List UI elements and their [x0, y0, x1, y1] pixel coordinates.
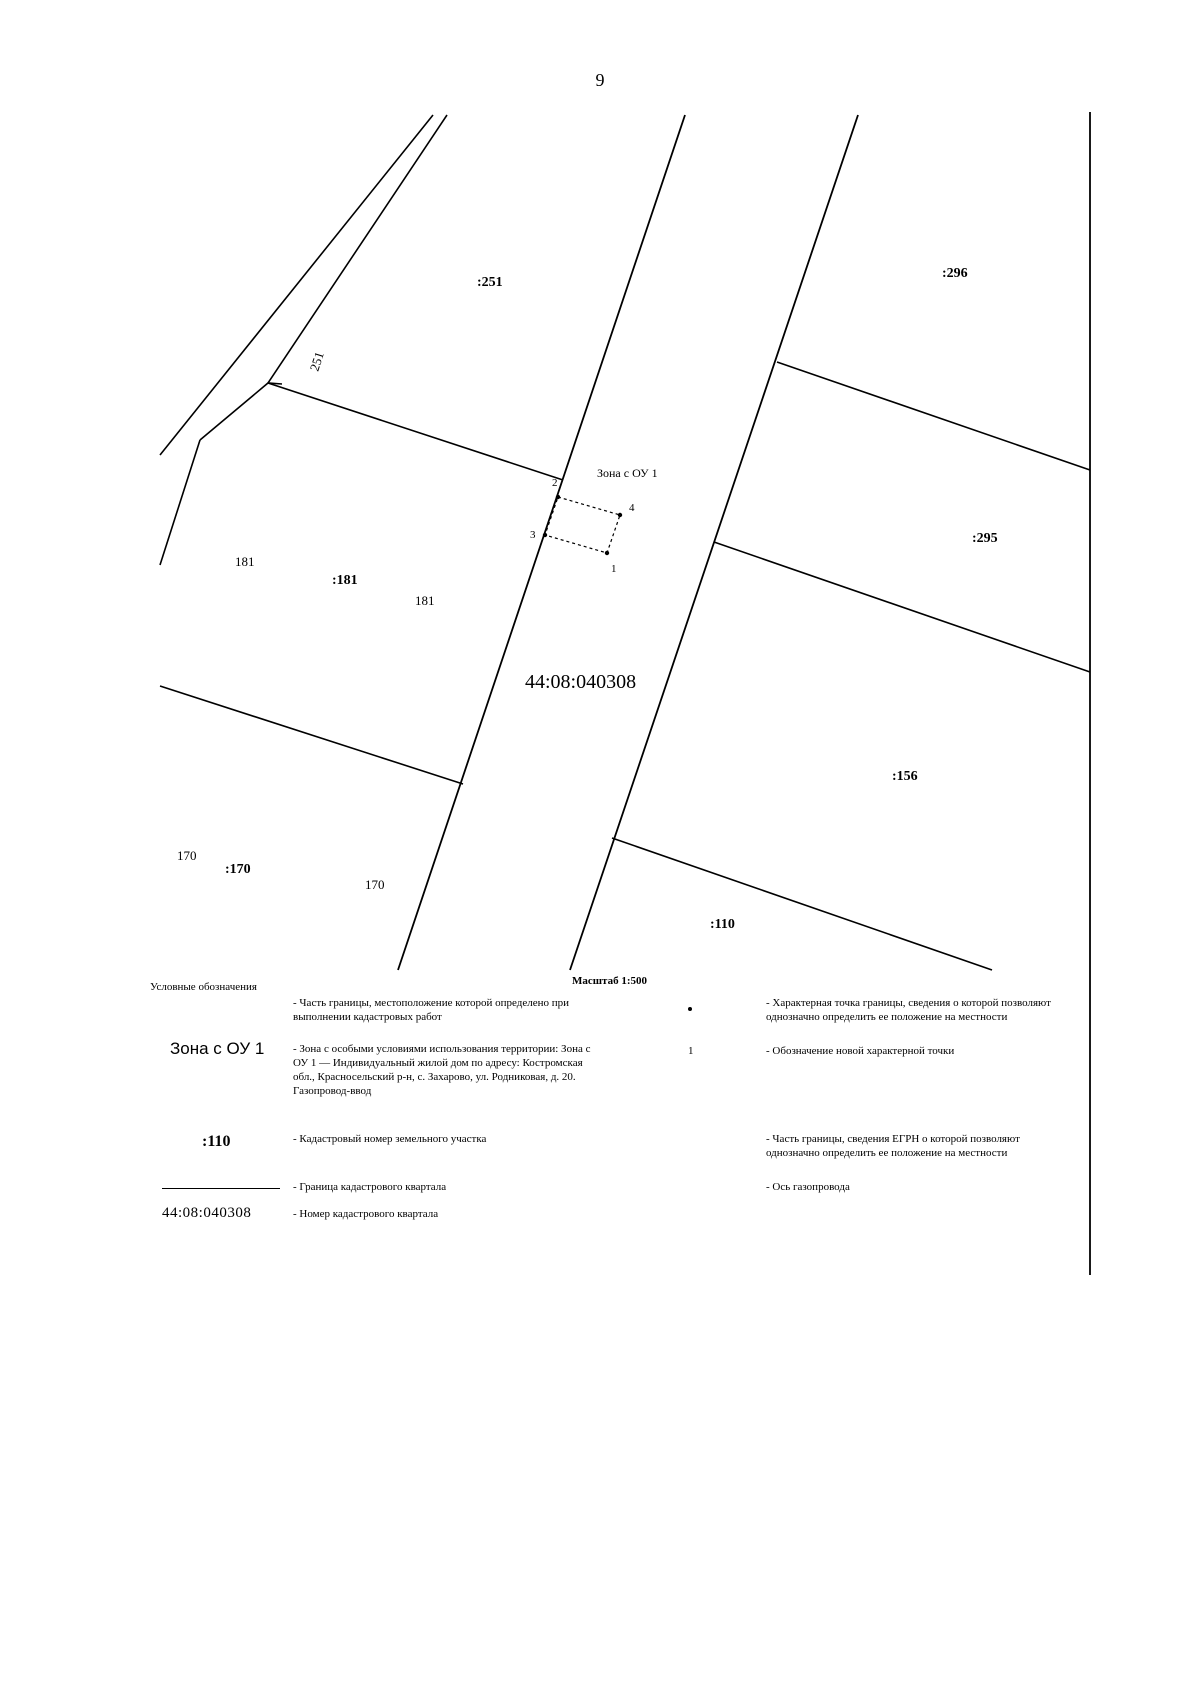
edge-label-251: 251 [306, 349, 327, 373]
point-marker [605, 551, 609, 555]
legend-item-text: - Ось газопровода [766, 1181, 850, 1193]
page-number: 9 [595, 70, 605, 90]
road-line-inner [268, 115, 447, 383]
legend-item-text: - Часть границы, сведения ЕГРН о которой позволяют однозначно определить ее положение на местности [766, 1133, 1020, 1159]
parcel-edge [200, 383, 282, 440]
edge-label-181: 181 [415, 593, 435, 608]
point-marker [618, 513, 622, 517]
legend-item-text: - Зона с особыми условиями использования территории: Зона с ОУ 1 — Индивидуальный жилой дом по адресу: Костромская обл., Красносельский р-н, с. Захарово, ул. Родниковая, д. 20. Газопровод-ввод [293, 1043, 591, 1097]
legend-item-text: - Номер кадастрового квартала [293, 1208, 439, 1220]
edge-label-170: 170 [365, 877, 385, 892]
parcel-label-181: :181 [332, 573, 358, 588]
parcel-edge [612, 838, 992, 970]
parcel-label-296: :296 [942, 266, 968, 281]
quarter-boundary-left [398, 115, 685, 970]
scale-label: Масштаб 1:500 [572, 975, 648, 987]
legend-item-text: - Обозначение новой характерной точки [766, 1045, 955, 1057]
legend-item-text: - Часть границы, местоположение которой определено при выполнении кадастровых работ [293, 997, 570, 1023]
parcel-label-170: :170 [225, 862, 251, 877]
parcel-edge [268, 383, 563, 480]
zone-label: Зона с ОУ 1 [597, 466, 658, 480]
legend-title: Условные обозначения [150, 981, 257, 993]
legend-item-text: - Граница кадастрового квартала [293, 1181, 447, 1193]
point-label: 2 [552, 477, 558, 489]
edge-label-181: 181 [235, 554, 255, 569]
parcel-edge [777, 362, 1090, 470]
point-label: 4 [629, 502, 635, 514]
parcel-label-110: :110 [710, 917, 735, 932]
point-marker [543, 533, 547, 537]
point-marker [556, 495, 560, 499]
legend-point-symbol [688, 1007, 692, 1011]
parcel-label-251: :251 [477, 275, 503, 290]
parcel-edge [160, 686, 463, 784]
legend-zone-symbol: Зона с ОУ 1 [170, 1039, 265, 1058]
point-label: 3 [530, 529, 536, 541]
legend-cad-number-symbol: :110 [202, 1133, 231, 1150]
road-line-outer [160, 115, 433, 455]
point-label: 1 [611, 563, 617, 575]
legend-item-text: - Кадастровый номер земельного участка [293, 1133, 487, 1145]
quarter-number-label: 44:08:040308 [525, 671, 637, 693]
parcel-edge [714, 542, 1090, 672]
parcel-label-156: :156 [892, 769, 918, 784]
legend-quarter-number-symbol: 44:08:040308 [162, 1205, 252, 1221]
parcel-label-295: :295 [972, 531, 998, 546]
legend-item-text: - Характерная точка границы, сведения о которой позволяют однозначно определить ее положение на местности [766, 997, 1051, 1023]
zone-outline [545, 497, 620, 553]
legend-point-number-symbol: 1 [688, 1045, 694, 1057]
legend-quarter-boundary-symbol [162, 1188, 280, 1189]
parcel-edge [160, 440, 200, 565]
edge-label-170: 170 [177, 848, 197, 863]
